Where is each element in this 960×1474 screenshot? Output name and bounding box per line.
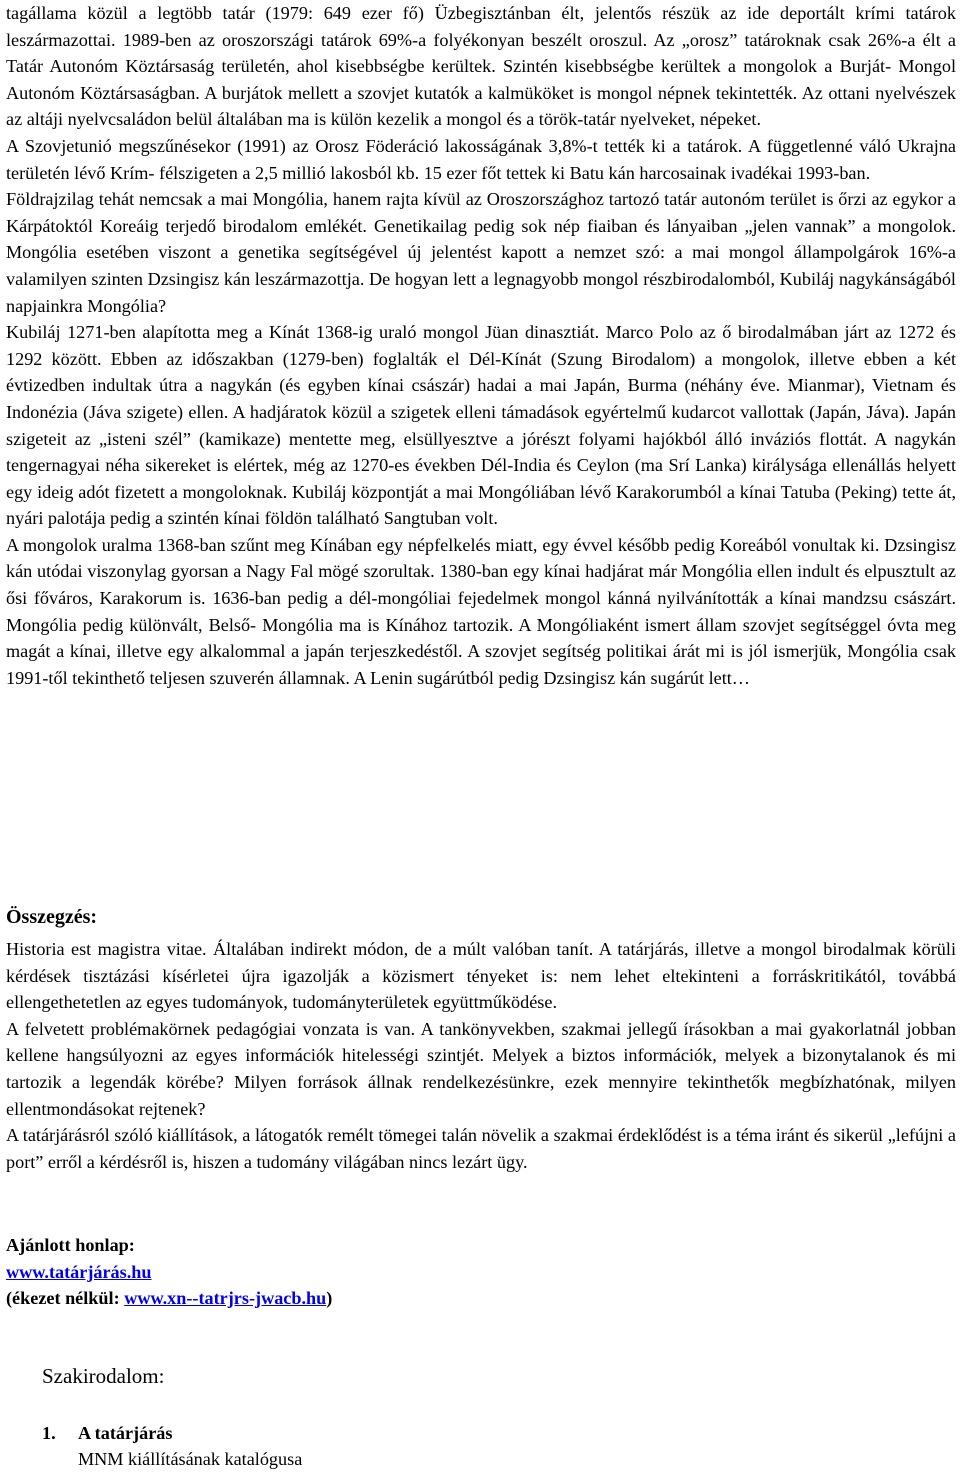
- paragraph-dissolution-1991: A Szovjetunió megszűnésekor (1991) az Orosz Föderáció lakosságának 3,8%-t tették ki a tatárok. A függetlenné váló Ukrajna területén lévő Krím- félszigeten a 2,5 millió lakosból kb. 15 ezer főt tettek ki Batu kán harcosainak ivadékai 1993-ban.: [6, 135, 956, 183]
- summary-heading: Összegzés:: [6, 906, 98, 928]
- recommended-alt-link[interactable]: www.xn--tatrjrs-jwacb.hu: [124, 1288, 327, 1309]
- body-text-main: [6, 0, 956, 691]
- summary-paragraph: A tatárjárásról szóló kiállítások, a látogatók remélt tömegei talán növelik a szakmai érdeklődést is a téma iránt és sikerül „lefújni a port” erről a kérdésről is, hiszen a tudomány világában nincs lezárt ügy.: [6, 1125, 956, 1172]
- summary-paragraph: A felvetett problémakörnek pedagógiai vonzata is van. A tankönyvekben, szakmai jellegű írásokban a mai gyakorlatnál jobban kellene hangsúlyozni az egyes információk hitelességi szintjét. Melyek a biztos információk, melyek a bizonytalanok és mi tartozik a legendák körébe? Milyen források állnak rendelkezésünkre, ezek mennyire tekinthetők megbízhatónak, milyen ellentmondásokat rejtenek?: [6, 1018, 956, 1119]
- literature-item-number: 1.: [42, 1423, 56, 1443]
- paragraph-tatars-soviet: tagállama közül a legtöbb tatár (1979: 649 ezer fő) Üzbegisztánban élt, jelentős részük az ide deportált krími tatárok leszármazottai. 1989-ben az oroszországi tatárok 69%-a folyékonyan beszélt oroszul. Az „orosz” tatároknak csak 26%-a élt a Tatár Autonóm Köztársaság területén, ahol kisebbségbe kerültek. Szintén kisebbségbe kerültek a mongolok a Burját- Mongol Autonóm Köztársaságban. A burjátok mellett a szovjet kutatók a kalmüköket is mongol népnek tekintették. Az ottani nyelvészek az altáji nyelvcsaládon belül általában ma is külön kezelik a mongol és a török-tatár nyelveket, népeket.: [6, 3, 956, 130]
- paragraph-geography: Földrajzilag tehát nemcsak a mai Mongólia, hanem rajta kívül az Oroszországhoz tartozó tatár autonóm terület is őrzi az egykor a Kárpátoktól Koreáig terjedő birodalom emlékét. Genetikailag pedig sok nép fiaiban és lányaiban „jelen vannak” a mongolok. Mongólia esetében viszont a genetika segítségével új jelentést kapott a nemzet szó: a mai mongol állampolgárok 16%-a valamilyen szinten Dzsingisz kán leszármazottja. De hogyan lett a legnagyobb mongol részbirodalomból, Kubiláj nagykánságából napjainkra Mongólia?: [6, 189, 956, 316]
- paragraph-mongol-rule-end: A mongolok uralma 1368-ban szűnt meg Kínában egy népfelkelés miatt, egy évvel később pedig Koreából vonultak ki. Dzsingisz kán utódai viszonylag gyorsan a Nagy Fal mögé szorultak. 1380-ban egy kínai hadjárat már Mongólia ellen indult és elpusztult az ősi főváros, Karakorum is. 1636-ban pedig a dél-mongóliai fejedelmek mongol kánná nyilvánították a kínai mandzsu császárt. Mongólia pedig különvált, Belső- Mongólia ma is Kínához tartozik. A Mongóliaként ismert állam szovjet segítséggel óvta meg magát a kínai, illetve egy alkalommal a japán terjeszkedéstől. A szovjet segítség politikai árát mi is jól ismerjük, Mongólia csak 1991-től tekinthető teljesen szuverén államnak. A Lenin sugárútból pedig Dzsingisz kán sugárút lett…: [6, 534, 956, 688]
- summary-text: [6, 936, 956, 1175]
- alt-suffix: ): [326, 1288, 333, 1309]
- recommended-site: [6, 1232, 332, 1312]
- literature-heading: Szakirodalom:: [42, 1364, 165, 1388]
- recommended-label: Ajánlott honlap:: [6, 1235, 135, 1255]
- summary-paragraph: Historia est magistra vitae. Általában indirekt módon, de a múlt valóban tanít. A tatárjárás, illetve a mongol birodalmak körüli kérdések tisztázási kísérletei újra igazolják a közismert tényeket is: nem lehet eltekinteni a forráskritikától, továbbá ellengethetetlen az egyes tudományok, tudományterületek együttműködése.: [6, 939, 956, 1013]
- literature-item-subtitle: MNM kiállításának katalógusa: [78, 1449, 303, 1469]
- literature-list: [42, 1420, 302, 1472]
- alt-prefix: (ékezet nélkül:: [6, 1288, 125, 1309]
- paragraph-kublai: Kubiláj 1271-ben alapította meg a Kínát 1368-ig uraló mongol Jüan dinasztiát. Marco Polo az ő birodalmában járt az 1272 és 1292 között. Ebben az időszakban (1279-ben) foglalták el Dél-Kínát (Szung Birodalom) a mongolok, illetve ebben a két évtizedben indultak útra a nagykán (és egyben kínai császár) hadai a mai Japán, Burma (néhány éve. Mianmar), Vietnam és Indonézia (Jáva szigete) ellen. A hadjáratok közül a szigetek elleni támadások egyértelmű kudarcot vallottak (Japán, Jáva). Japán szigeteit az „isteni szél” (kamikaze) mentette meg, elsüllyesztve a jórészt folyami hajókból álló inváziós flottát. A nagykán tengernagyai néha sikereket is elértek, még az 1270-es években Dél-India és Ceylon (ma Srí Lanka) királysága ellenállás helyett egy ideig adót fizetett a mongoloknak. Kubiláj központját a mai Mongóliában lévő Karakorumból a kínai Tatuba (Peking) tette át, nyári palotája pedig a szintén kínai földön található Sangtuban volt.: [6, 322, 956, 529]
- recommended-link[interactable]: www.tatárjárás.hu: [6, 1261, 152, 1282]
- literature-item-title: A tatárjárás: [78, 1423, 173, 1443]
- literature-item: [42, 1420, 302, 1446]
